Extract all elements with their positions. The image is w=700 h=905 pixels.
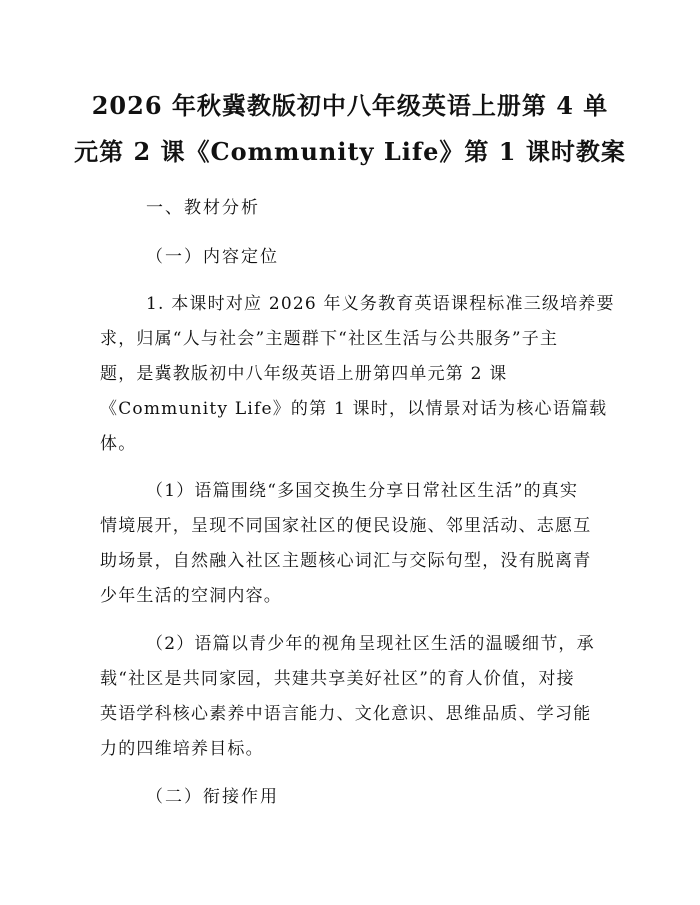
document-title-line-1: 2026 年秋冀教版初中八年级英语上册第 4 单 bbox=[91, 91, 609, 120]
section-heading-textbook-analysis: 一、教材分析 bbox=[146, 198, 260, 218]
paragraph-line: 题，是冀教版初中八年级英语上册第四单元第 2 课 bbox=[100, 364, 508, 384]
paragraph-line: 助场景，自然融入社区主题核心词汇与交际句型，没有脱离青 bbox=[100, 551, 592, 571]
paragraph-line: 1. 本课时对应 2026 年义务教育英语课程标准三级培养要 bbox=[146, 294, 615, 314]
paragraph-line: 体。 bbox=[100, 434, 137, 454]
subsection-heading-content-positioning: （一）内容定位 bbox=[146, 247, 279, 267]
paragraph-line: 《Community Life》的第 1 课时，以情景对话为核心语篇载 bbox=[100, 399, 608, 419]
paragraph-line: 情境展开，呈现不同国家社区的便民设施、邻里活动、志愿互 bbox=[100, 516, 592, 536]
paragraph-line: 求，归属“人与社会”主题群下“社区生活与公共服务”子主 bbox=[100, 329, 559, 349]
subsection-heading-connection-role: （二）衔接作用 bbox=[146, 787, 279, 807]
paragraph-line: 力的四维培养目标。 bbox=[100, 739, 264, 759]
paragraph-line: 载“社区是共同家园，共建共享美好社区”的育人价值，对接 bbox=[100, 669, 575, 689]
paragraph-line: 少年生活的空洞内容。 bbox=[100, 586, 282, 606]
document-title-line-2: 元第 2 课《Community Life》第 1 课时教案 bbox=[74, 137, 626, 166]
paragraph-line: （2）语篇以青少年的视角呈现社区生活的温暖细节，承 bbox=[146, 634, 595, 654]
paragraph-line: （1）语篇围绕“多国交换生分享日常社区生活”的真实 bbox=[146, 481, 579, 501]
paragraph-line: 英语学科核心素养中语言能力、文化意识、思维品质、学习能 bbox=[100, 704, 592, 724]
